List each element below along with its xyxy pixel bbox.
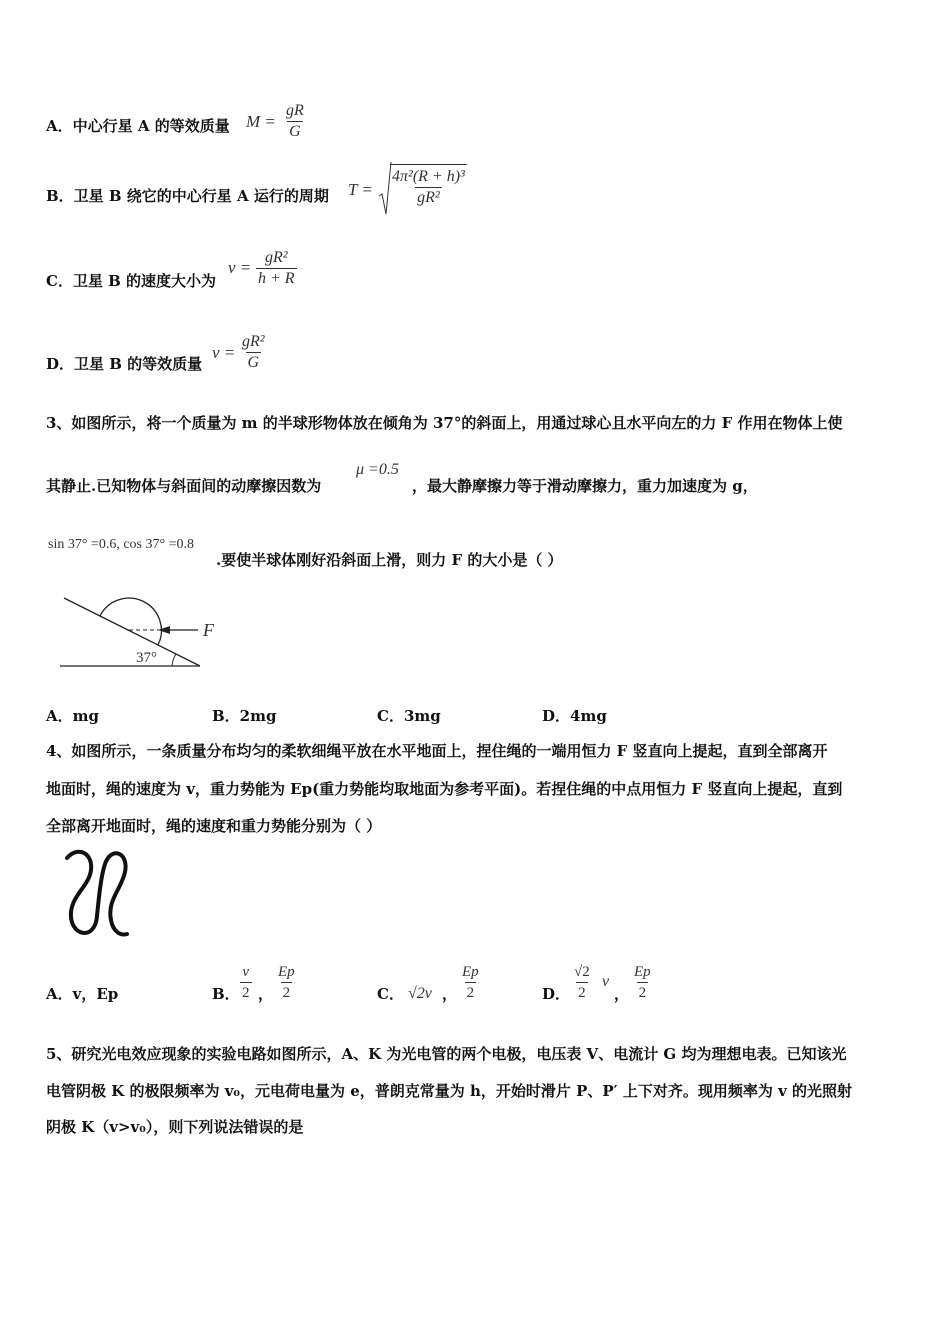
hemisphere — [100, 598, 161, 645]
option-a-q2: A．中心行星 A 的等效质量 — [46, 117, 230, 135]
option-d-num: gR² — [242, 333, 265, 350]
option-b-fraction — [390, 164, 467, 208]
q4-d-frac2 — [632, 962, 653, 1003]
option-b-den: gR² — [417, 189, 440, 206]
force-arrowhead — [158, 626, 170, 634]
option-d-q2: D．卫星 B 的等效质量 — [46, 355, 203, 373]
q4-c-sep: ， — [442, 985, 458, 1003]
option-d-den: G — [247, 354, 260, 371]
option-a-num: gR — [286, 102, 304, 119]
option-b-q2: B．卫星 B 绕它的中心行星 A 运行的周期 — [46, 187, 329, 205]
q4-b-frac1-num: v — [242, 964, 250, 980]
q4-d-v: v — [602, 973, 610, 990]
q4-c-sqrt2v: √2v — [408, 985, 432, 1002]
angle-arc — [172, 654, 176, 666]
q4-line2: 地面时，绳的速度为 v，重力势能为 Ep(重力势能均取地面为参考平面)。若捏住绳的中点用恒力 F 竖直向上提起，直到 — [46, 780, 843, 798]
option-a-fraction — [284, 101, 306, 142]
incline-figure — [58, 592, 258, 672]
q3-mu: μ =0.5 — [356, 461, 399, 478]
q4-line1: 4、如图所示，一条质量分布均匀的柔软细绳平放在水平地面上，捏住绳的一端用恒力 F 竖直向上提起，直到全部离开 — [46, 742, 828, 760]
q3-trig: sin 37° =0.6, cos 37° =0.8 — [48, 537, 194, 552]
q3-option-a: A．mg — [46, 707, 99, 725]
q3-option-c: C．3mg — [377, 707, 441, 725]
q3-option-d: D．4mg — [542, 707, 607, 725]
q4-option-d-label: D． — [542, 985, 571, 1003]
option-c-den: h + R — [258, 270, 295, 287]
q5-line2: 电管阴极 K 的极限频率为 v₀，元电荷电量为 e，普朗克常量为 h，开始时滑片 P、P′ 上下对齐。现用频率为 v 的光照射 — [46, 1082, 853, 1100]
q4-d-sep: ， — [614, 985, 630, 1003]
q3-line1: 3、如图所示，将一个质量为 m 的半球形物体放在倾角为 37°的斜面上，用通过球心且水平向左的力 F 作用在物体上使 — [46, 414, 843, 432]
q4-b-frac1-den: 2 — [240, 982, 252, 1003]
q4-c-frac — [460, 962, 481, 1003]
q4-option-a: A．v，Ep — [46, 985, 119, 1003]
q4-d-frac1-num: √2 — [574, 964, 590, 980]
option-d-fraction — [240, 332, 267, 373]
q4-d-frac2-num: Ep — [634, 964, 651, 980]
q5-line1: 5、研究光电效应现象的实验电路如图所示，A、K 为光电管的两个电极，电压表 V、电流计 G 均为理想电表。已知该光 — [46, 1045, 847, 1063]
slope-line — [64, 598, 200, 666]
option-a-den: G — [289, 123, 301, 140]
q4-b-frac2 — [276, 962, 297, 1003]
q3-line2b: ，最大静摩擦力等于滑动摩擦力，重力加速度为 g， — [412, 477, 758, 495]
angle-label: 37° — [136, 650, 157, 666]
rope-figure — [55, 846, 135, 946]
option-c-fraction — [256, 248, 297, 289]
option-b-lhs: T = — [348, 180, 373, 199]
q4-c-frac-num: Ep — [462, 964, 479, 980]
q3-line3: .要使半球体刚好沿斜面上滑，则力 F 的大小是（ ） — [216, 551, 563, 569]
q4-b-frac2-num: Ep — [278, 964, 295, 980]
rope-path — [67, 852, 127, 935]
q4-b-sep: ， — [258, 985, 274, 1003]
option-c-lhs: v = — [228, 258, 252, 277]
force-label: F — [203, 620, 214, 640]
option-c-q2: C．卫星 B 的速度大小为 — [46, 272, 217, 290]
option-b-num: 4π²(R + h)³ — [390, 164, 467, 187]
option-c-num: gR² — [265, 249, 288, 266]
q3-line2a: 其静止.已知物体与斜面间的动摩擦因数为 — [46, 477, 322, 495]
option-a-lhs: M = — [246, 112, 276, 131]
q4-d-frac2-den: 2 — [637, 982, 649, 1003]
q4-d-frac1 — [572, 962, 592, 1003]
q3-option-b: B．2mg — [212, 707, 277, 725]
option-d-lhs: v = — [212, 343, 236, 362]
q4-option-b-label: B． — [212, 985, 240, 1003]
q4-b-frac1 — [240, 962, 252, 1003]
q4-b-frac2-den: 2 — [281, 982, 293, 1003]
q4-line3: 全部离开地面时，绳的速度和重力势能分别为（ ） — [46, 817, 382, 835]
q4-d-frac1-den: 2 — [576, 982, 588, 1003]
q4-c-frac-den: 2 — [465, 982, 477, 1003]
q5-line3: 阴极 K（v>v₀），则下列说法错误的是 — [46, 1118, 304, 1136]
q4-option-c-label: C． — [377, 985, 404, 1003]
